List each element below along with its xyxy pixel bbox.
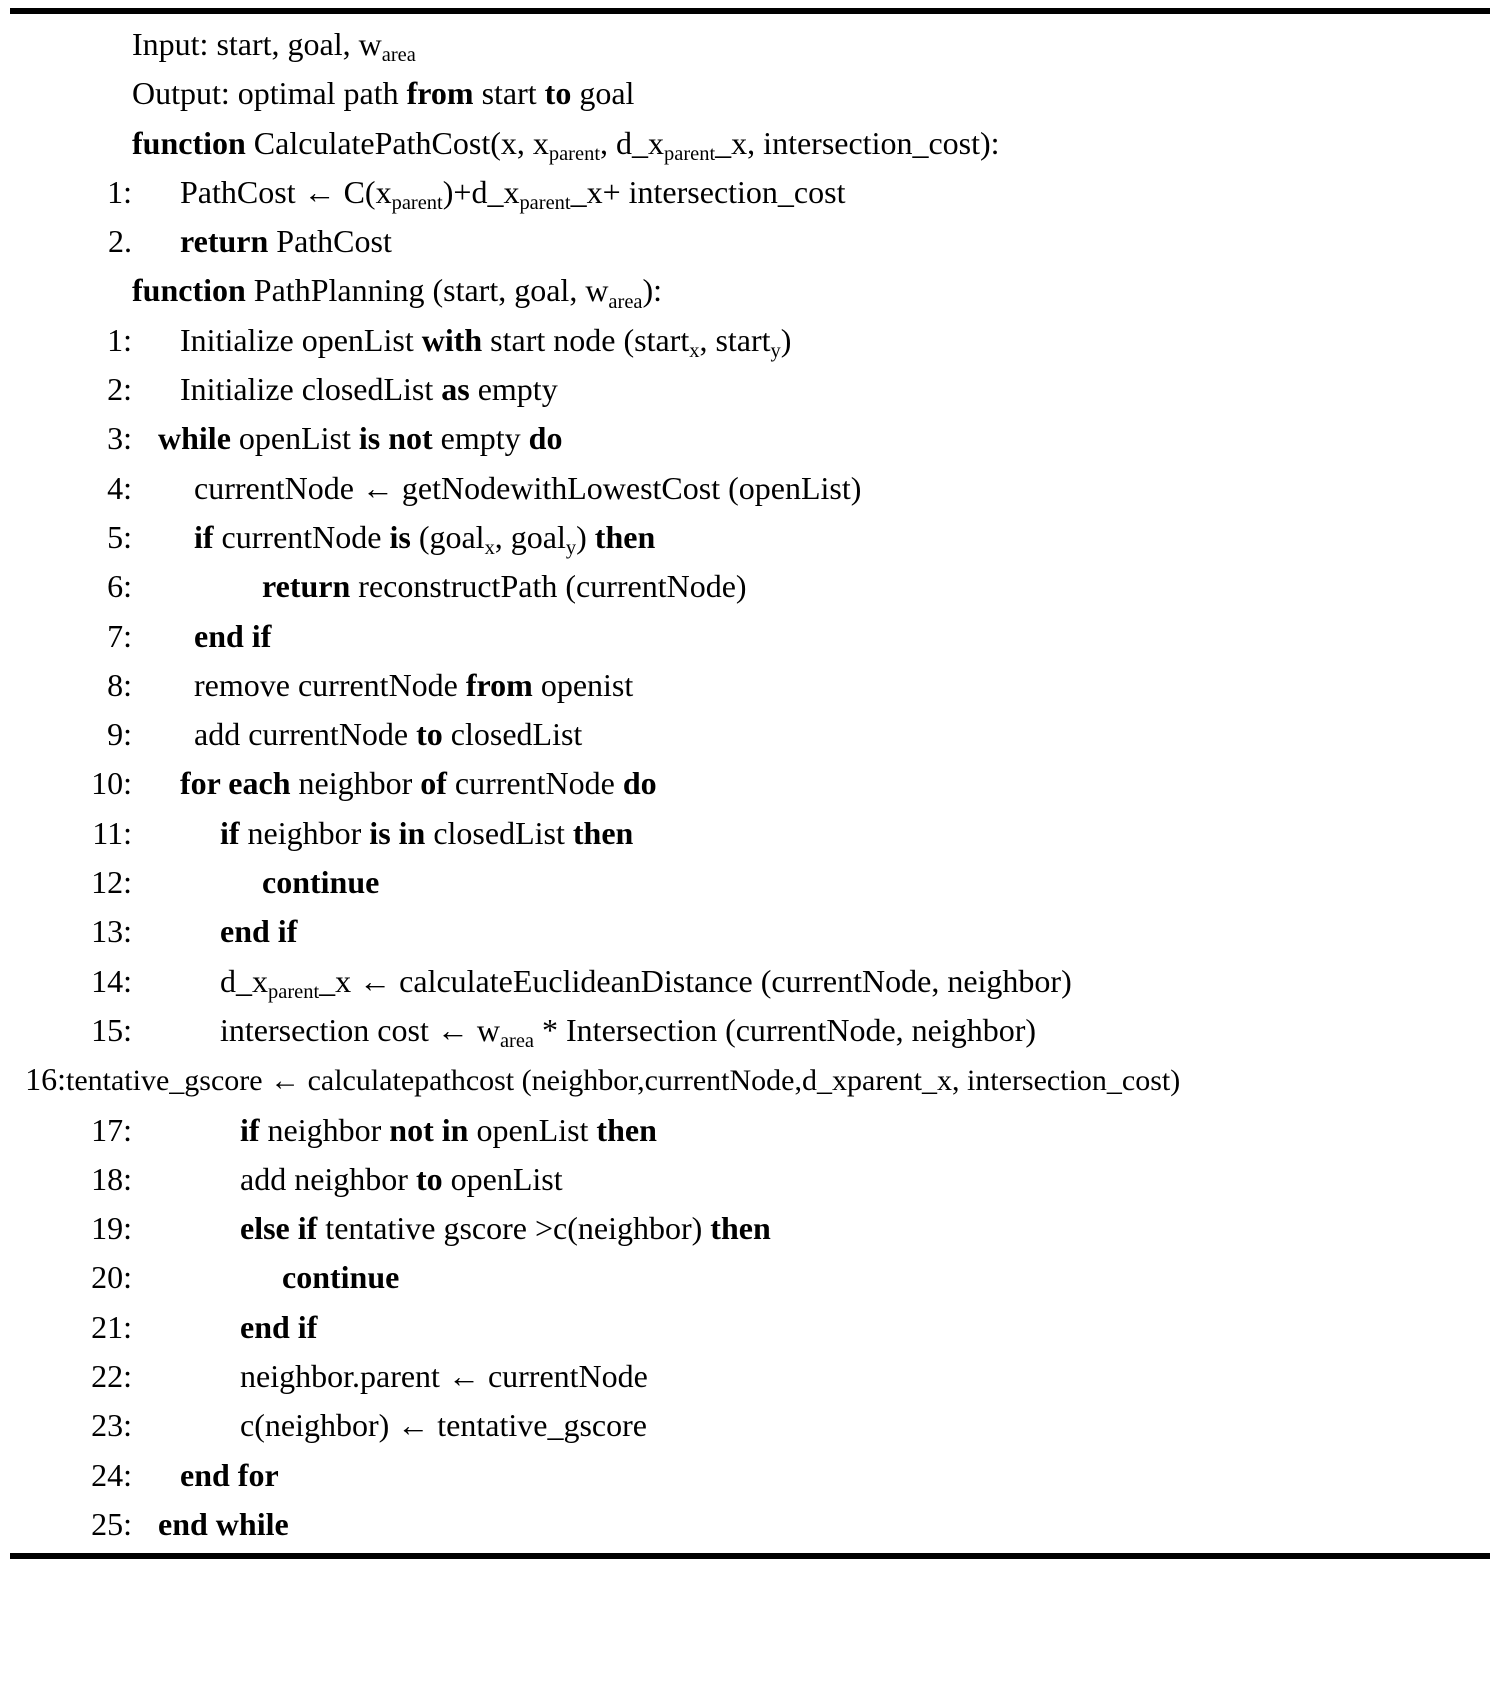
algorithm-step-line: [10, 661, 1490, 710]
line-number: 6:: [107, 568, 132, 605]
code-text: Input: start, goal, w: [132, 26, 382, 62]
code-text: neighbor: [259, 1111, 390, 1148]
keyword-text: not in: [389, 1111, 469, 1148]
line-number: 9:: [107, 716, 132, 753]
line-number: 20:: [91, 1259, 132, 1296]
bottom-rule-divider: [10, 1553, 1490, 1559]
line-number: 16:: [25, 1061, 66, 1098]
line-number: 1:: [107, 173, 132, 210]
algorithm-step-line: [10, 1352, 1490, 1401]
algorithm-step-line: [10, 464, 1490, 513]
calculate-path-cost-steps: [10, 168, 1490, 267]
line-number: 11:: [92, 814, 132, 851]
code-text: , goal: [494, 518, 566, 555]
subscript-text: x: [689, 339, 700, 362]
algorithm-step-line: [10, 1253, 1490, 1302]
code-text: d_x: [220, 962, 268, 999]
keyword-text: do: [622, 765, 657, 802]
subscript-text: area: [381, 44, 416, 67]
code-text: currentNode: [446, 765, 623, 802]
line-content: [132, 69, 1490, 118]
keyword-text: end while: [158, 1505, 289, 1542]
code-text: currentNode: [213, 518, 390, 555]
line-number: 24:: [91, 1456, 132, 1493]
line-content: [132, 710, 1490, 759]
subscript-text: parent: [391, 192, 443, 215]
subscript-text: parent: [268, 980, 320, 1003]
line-content: [132, 1500, 1490, 1549]
line-number: 5:: [107, 518, 132, 555]
line-content: [132, 1006, 1490, 1055]
line-content: [132, 957, 1490, 1006]
code-text: start: [473, 75, 545, 112]
line-content: [132, 513, 1490, 562]
subscript-text: x: [484, 537, 495, 560]
algorithm-step-line: [10, 1500, 1490, 1549]
line-number: 25:: [91, 1505, 132, 1542]
code-text: PathCost ← C(x: [180, 173, 392, 210]
line-content: [132, 1352, 1490, 1401]
keyword-text: return: [180, 223, 269, 260]
keyword-text: of: [420, 765, 447, 802]
line-number: 14:: [91, 962, 132, 999]
keyword-text: if: [220, 814, 240, 851]
algorithm-step-line: [10, 1155, 1490, 1204]
line-content: [66, 1056, 1490, 1105]
keyword-text: then: [710, 1210, 771, 1247]
line-content: [132, 858, 1490, 907]
code-text: ): [576, 518, 595, 555]
code-text: _x, intersection_cost):: [715, 124, 1000, 161]
code-text: closedList: [425, 814, 573, 851]
keyword-text: is: [389, 518, 411, 555]
keyword-text: to: [416, 716, 443, 753]
line-content: [132, 119, 1490, 168]
line-content: [132, 217, 1490, 266]
code-text: start node (start: [482, 321, 690, 358]
code-text: , d_x: [600, 124, 665, 161]
keyword-text: as: [441, 371, 470, 408]
keyword-text: else if: [240, 1210, 318, 1247]
code-text: _x+ intersection_cost: [570, 173, 846, 210]
code-text: )+d_x: [442, 173, 520, 210]
keyword-text: function: [132, 124, 246, 161]
algorithm-step-line: [10, 414, 1490, 463]
keyword-text: function: [132, 272, 246, 309]
keyword-text: then: [572, 814, 634, 851]
algorithm-step-line: [10, 612, 1490, 661]
keyword-text: to: [544, 75, 572, 112]
code-text: currentNode ← getNodewithLowestCost (openList): [194, 469, 862, 506]
line-content: [132, 1401, 1490, 1450]
line-content: [132, 365, 1490, 414]
line-number: 2:: [107, 371, 132, 408]
keyword-text: to: [415, 1160, 443, 1197]
keyword-text: end if: [220, 913, 298, 950]
line-number: 18:: [91, 1160, 132, 1197]
line-number: 7:: [107, 617, 132, 654]
code-text: neighbor: [239, 814, 370, 851]
code-text: ): [780, 321, 792, 358]
keyword-text: if: [194, 518, 214, 555]
line-number: 4:: [107, 469, 132, 506]
line-number: 8:: [107, 666, 132, 703]
code-text: neighbor.parent ← currentNode: [240, 1358, 648, 1395]
algorithm-header-line: [10, 69, 1490, 118]
code-text: , start: [699, 321, 771, 358]
keyword-text: continue: [282, 1259, 400, 1296]
line-content: [132, 464, 1490, 513]
algorithm-header-lines: [10, 20, 1490, 168]
keyword-text: do: [528, 420, 563, 457]
code-text: CalculatePathCost(x, x: [245, 124, 549, 161]
keyword-text: end if: [240, 1308, 318, 1345]
path-planning-signature: [10, 266, 1490, 315]
subscript-text: y: [770, 339, 781, 362]
line-number: 13:: [91, 913, 132, 950]
code-text: add neighbor: [240, 1160, 416, 1197]
keyword-text: then: [594, 518, 656, 555]
line-number: 17:: [91, 1111, 132, 1148]
keyword-text: end for: [180, 1456, 279, 1493]
algorithm-step-line: [10, 562, 1490, 611]
line-content: [132, 20, 1490, 69]
code-text: empty: [469, 371, 558, 408]
line-number: 21:: [91, 1308, 132, 1345]
subscript-text: area: [499, 1030, 535, 1053]
line-content: [132, 809, 1490, 858]
keyword-text: continue: [262, 864, 380, 901]
algorithm-step-line: [10, 365, 1490, 414]
code-text: reconstructPath (currentNode): [350, 568, 747, 605]
algorithm-step-line: [10, 809, 1490, 858]
algorithm-header-line: [10, 266, 1490, 315]
code-text: Initialize closedList: [180, 371, 442, 408]
line-content: [132, 414, 1490, 463]
code-text: empty: [432, 420, 529, 457]
algorithm-header-line: [10, 20, 1490, 69]
code-text: Initialize openList: [180, 321, 422, 358]
line-content: [132, 661, 1490, 710]
algorithm-step-line: [10, 316, 1490, 365]
algorithm-step-line: [10, 907, 1490, 956]
keyword-text: for each: [180, 765, 291, 802]
code-text: neighbor: [290, 765, 421, 802]
keyword-text: is in: [369, 814, 426, 851]
code-text: tentative gscore >c(neighbor): [317, 1210, 711, 1247]
line-content: [132, 1155, 1490, 1204]
line-content: [132, 1204, 1490, 1253]
line-content: [132, 562, 1490, 611]
code-text: add currentNode: [194, 716, 417, 753]
keyword-text: is not: [358, 420, 433, 457]
code-text: PathCost: [268, 223, 392, 260]
subscript-text: parent: [664, 142, 716, 165]
code-text: _x ← calculateEuclideanDistance (currentNode, neighbor): [319, 962, 1072, 999]
line-content: [132, 907, 1490, 956]
code-text: closedList: [442, 716, 583, 753]
subscript-text: area: [608, 290, 643, 313]
code-text: ):: [642, 272, 663, 309]
keyword-text: end if: [194, 617, 272, 654]
code-text: (goal: [410, 518, 485, 555]
keyword-text: if: [240, 1111, 260, 1148]
line-content: [132, 266, 1490, 315]
algorithm-header-line: [10, 119, 1490, 168]
line-content: [132, 1253, 1490, 1302]
code-text: * Intersection (currentNode, neighbor): [534, 1011, 1037, 1048]
code-text: c(neighbor) ← tentative_gscore: [240, 1407, 647, 1444]
line-content: [132, 1303, 1490, 1352]
code-text: intersection cost ← w: [220, 1011, 500, 1048]
line-content: [132, 612, 1490, 661]
algorithm-step-line: [10, 858, 1490, 907]
algorithm-step-line: [10, 957, 1490, 1006]
algorithm-step-line: [10, 1055, 1490, 1105]
algorithm-step-line: [10, 1204, 1490, 1253]
algorithm-block: [0, 8, 1500, 1692]
algorithm-step-line: [10, 1006, 1490, 1055]
code-text: openist: [532, 666, 634, 703]
subscript-text: parent: [548, 142, 601, 165]
line-content: [132, 1451, 1490, 1500]
code-text: tentative_gscore ← calculatepathcost (neighbor,currentNode,d_xparent_x, intersection_cost): [66, 1064, 1181, 1098]
subscript-text: parent: [519, 192, 571, 215]
line-content: [132, 759, 1490, 808]
algorithm-lines: [10, 14, 1490, 1553]
line-number: 1:: [107, 321, 132, 358]
keyword-text: with: [421, 321, 483, 358]
line-number: 19:: [91, 1210, 132, 1247]
algorithm-step-line: [10, 1401, 1490, 1450]
line-number: 3:: [107, 420, 132, 457]
line-content: [132, 316, 1490, 365]
code-text: Output: optimal path: [132, 75, 407, 112]
keyword-text: while: [158, 420, 231, 457]
line-number: 12:: [91, 864, 132, 901]
algorithm-step-line: [10, 1106, 1490, 1155]
code-text: openList: [230, 420, 359, 457]
algorithm-step-line: [10, 168, 1490, 217]
path-planning-steps: [10, 316, 1490, 1549]
keyword-text: from: [465, 666, 533, 703]
code-text: openList: [468, 1111, 597, 1148]
line-number: 2.: [108, 223, 132, 260]
code-text: openList: [442, 1160, 563, 1197]
line-number: 23:: [91, 1407, 132, 1444]
algorithm-step-line: [10, 710, 1490, 759]
code-text: PathPlanning (start, goal, w: [245, 272, 609, 309]
code-text: goal: [571, 75, 635, 112]
keyword-text: then: [596, 1111, 657, 1148]
line-content: [132, 168, 1490, 217]
keyword-text: from: [406, 75, 474, 112]
line-number: 15:: [91, 1011, 132, 1048]
algorithm-step-line: [10, 759, 1490, 808]
algorithm-step-line: [10, 513, 1490, 562]
line-number: 10:: [91, 765, 132, 802]
line-content: [132, 1106, 1490, 1155]
algorithm-step-line: [10, 1451, 1490, 1500]
algorithm-step-line: [10, 1303, 1490, 1352]
line-number: 22:: [91, 1358, 132, 1395]
keyword-text: return: [262, 568, 351, 605]
code-text: remove currentNode: [194, 666, 466, 703]
subscript-text: y: [565, 537, 577, 560]
algorithm-step-line: [10, 217, 1490, 266]
